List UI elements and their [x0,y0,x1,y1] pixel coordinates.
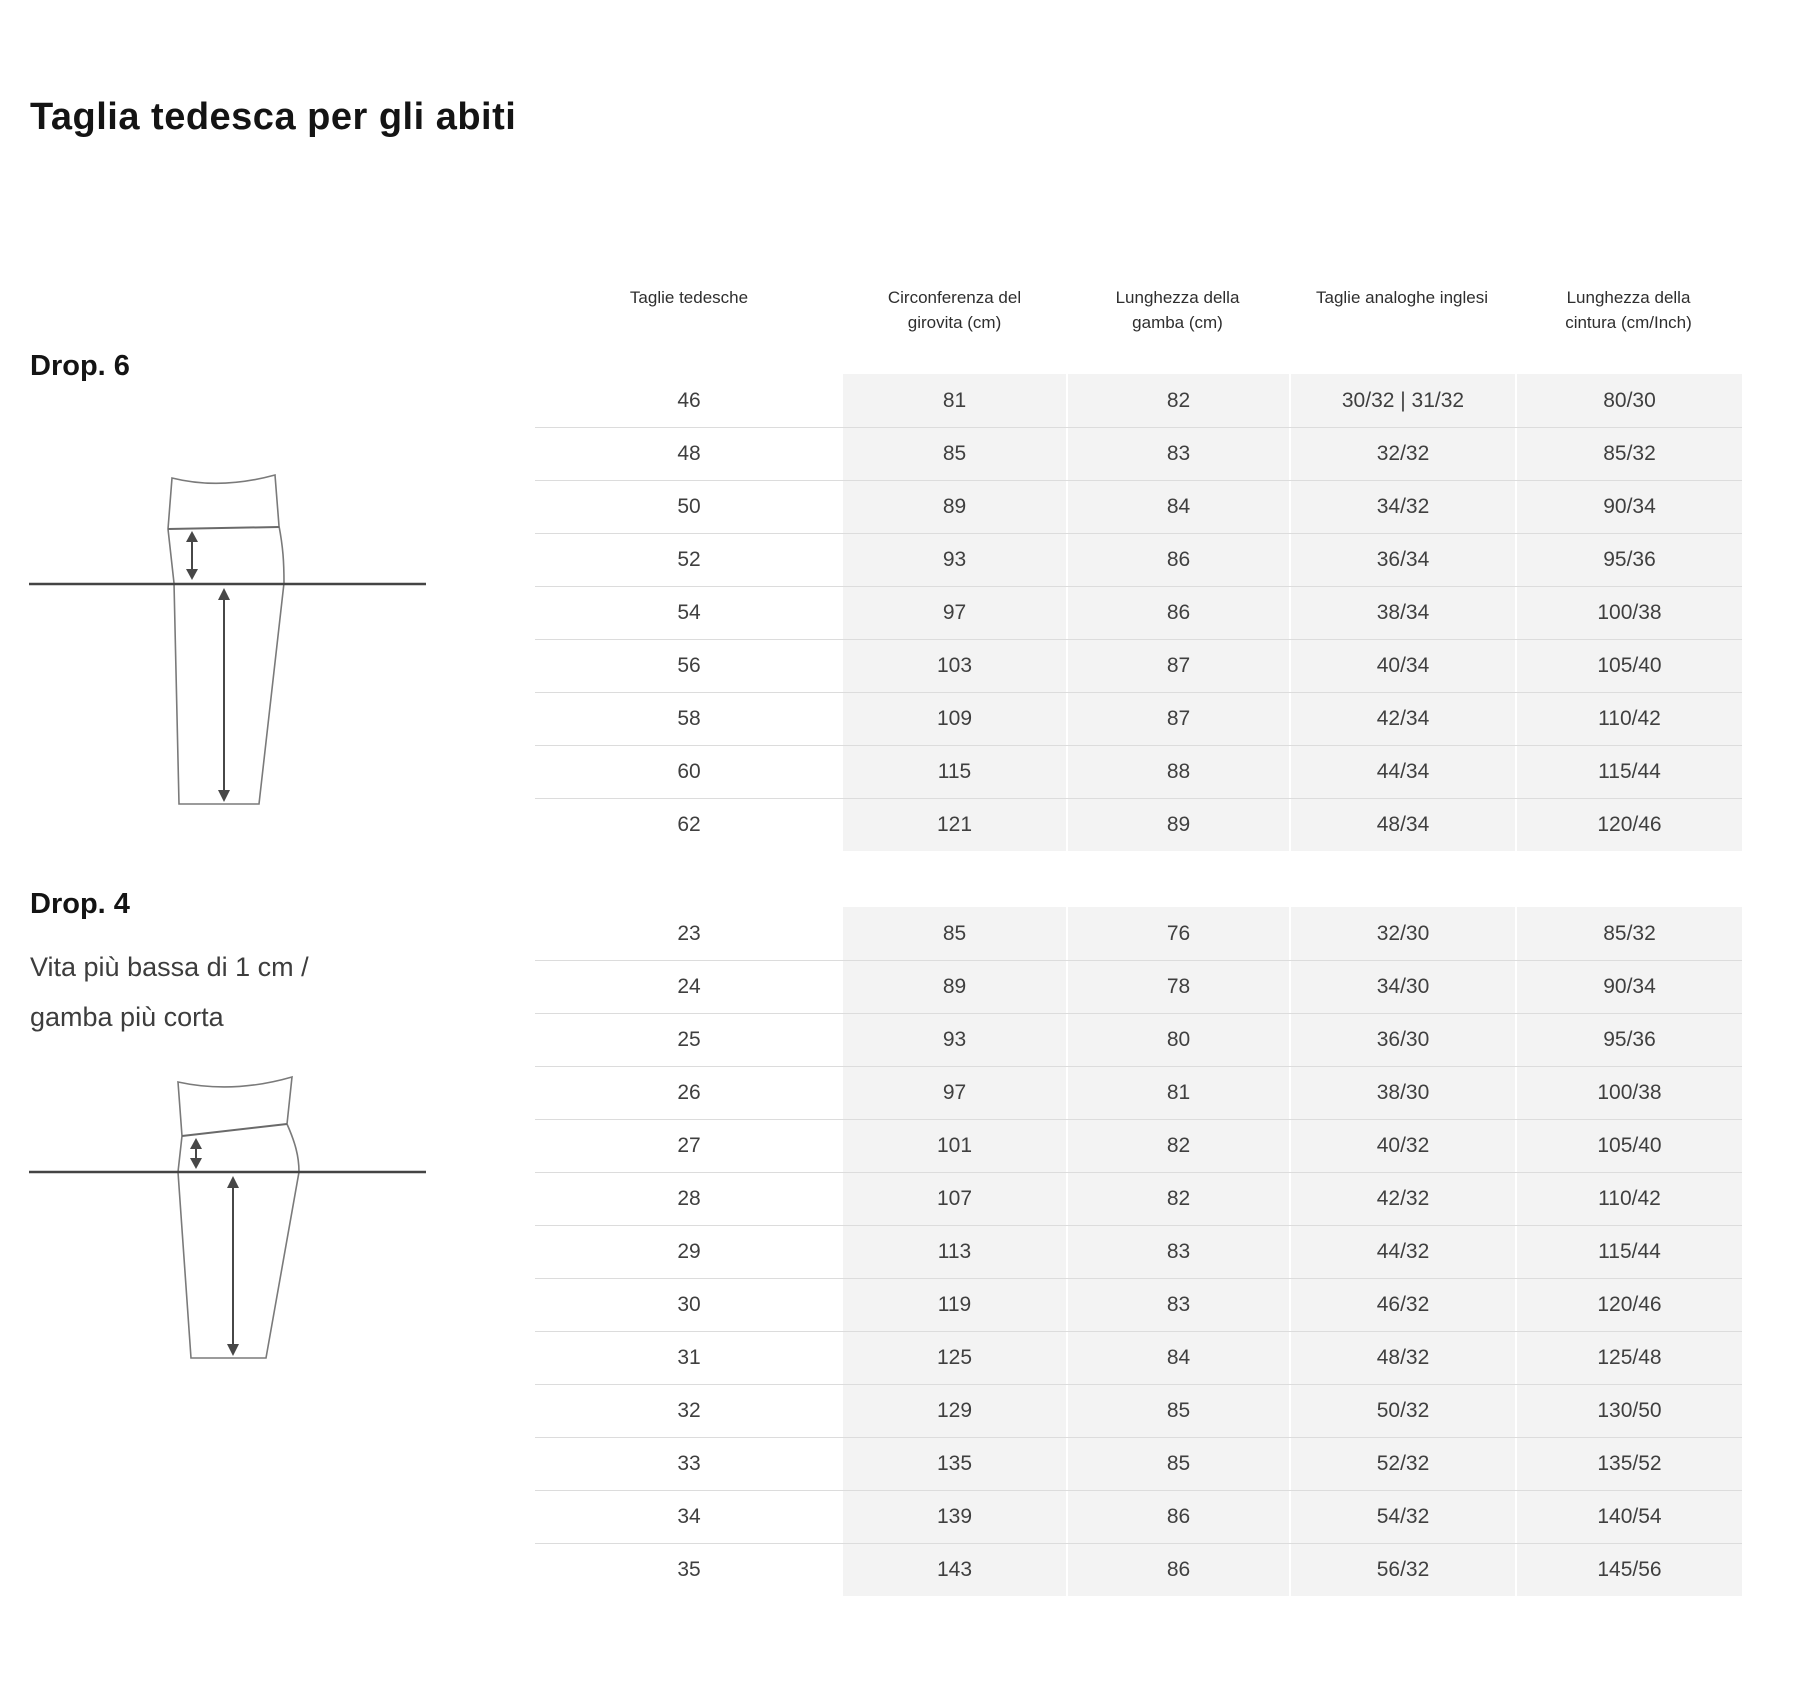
header-taglie-tedesche: Taglie tedesche [629,288,749,307]
drop4-table-body [535,907,1742,1596]
table-cell: 32/32 [1289,428,1515,480]
table-cell: 113 [843,1226,1066,1278]
table-cell: 54/32 [1289,1491,1515,1543]
drop6-label: Drop. 6 [30,350,130,382]
table-cell: 115/44 [1515,1226,1742,1278]
table-cell: 25 [677,1028,701,1051]
table-cell: 52 [677,548,701,571]
header-circonferenza-girovita: Circonferenza del girovita (cm) [887,288,1022,332]
table-cell: 86 [1066,587,1289,639]
table-cell: 40/32 [1289,1120,1515,1172]
table-cell: 125/48 [1515,1332,1742,1384]
table-cell: 50/32 [1289,1385,1515,1437]
table-cell: 81 [843,374,1066,427]
table-cell: 82 [1066,374,1289,427]
table-cell: 105/40 [1515,640,1742,692]
table-cell: 139 [843,1491,1066,1543]
table-row [535,907,1742,960]
table-cell: 46/32 [1289,1279,1515,1331]
table-cell: 88 [1066,746,1289,798]
table-cell: 143 [843,1544,1066,1596]
table-row [535,1331,1742,1384]
table-cell: 58 [677,707,701,730]
table-cell: 36/34 [1289,534,1515,586]
table-cell: 135 [843,1438,1066,1490]
table-cell: 42/32 [1289,1173,1515,1225]
table-row [535,1278,1742,1331]
table-cell: 120/46 [1515,799,1742,851]
table-cell: 85/32 [1515,428,1742,480]
table-cell: 115 [843,746,1066,798]
table-row [535,1013,1742,1066]
table-cell: 93 [843,1014,1066,1066]
table-cell: 87 [1066,693,1289,745]
table-cell: 28 [677,1187,701,1210]
table-row [535,1543,1742,1596]
table-cell: 86 [1066,1544,1289,1596]
table-cell: 95/36 [1515,1014,1742,1066]
table-cell: 38/34 [1289,587,1515,639]
drop4-note [30,942,309,1042]
table-cell: 80/30 [1515,374,1742,427]
table-cell: 33 [677,1452,701,1475]
table-row [535,692,1742,745]
table-cell: 119 [843,1279,1066,1331]
table-cell: 100/38 [1515,587,1742,639]
table-cell: 56 [677,654,701,677]
table-cell: 140/54 [1515,1491,1742,1543]
table-cell: 120/46 [1515,1279,1742,1331]
table-cell: 40/34 [1289,640,1515,692]
table-cell: 110/42 [1515,1173,1742,1225]
table-cell: 95/36 [1515,534,1742,586]
table-cell: 78 [1066,961,1289,1013]
table-cell: 38/30 [1289,1067,1515,1119]
table-cell: 30/32 | 31/32 [1289,374,1515,427]
table-cell: 101 [843,1120,1066,1172]
table-cell: 30 [677,1293,701,1316]
table-cell: 85 [843,907,1066,960]
table-cell: 89 [843,961,1066,1013]
table-cell: 103 [843,640,1066,692]
table-cell: 130/50 [1515,1385,1742,1437]
table-cell: 85 [1066,1438,1289,1490]
table-cell: 100/38 [1515,1067,1742,1119]
table-cell: 121 [843,799,1066,851]
table-cell: 60 [677,760,701,783]
table-cell: 76 [1066,907,1289,960]
header-taglie-analoghe-inglesi: Taglie analoghe inglesi [1315,288,1489,307]
table-cell: 32 [677,1399,701,1422]
table-cell: 34 [677,1505,701,1528]
table-cell: 107 [843,1173,1066,1225]
table-row [535,480,1742,533]
table-cell: 129 [843,1385,1066,1437]
table-row [535,533,1742,586]
table-cell: 42/34 [1289,693,1515,745]
table-cell: 83 [1066,428,1289,480]
table-cell: 54 [677,601,701,624]
table-cell: 110/42 [1515,693,1742,745]
table-cell: 27 [677,1134,701,1157]
table-cell: 48/32 [1289,1332,1515,1384]
table-cell: 90/34 [1515,961,1742,1013]
table-cell: 90/34 [1515,481,1742,533]
table-cell: 84 [1066,481,1289,533]
table-row [535,427,1742,480]
table-cell: 48/34 [1289,799,1515,851]
table-cell: 44/32 [1289,1226,1515,1278]
table-cell: 85 [843,428,1066,480]
drop4-trouser-diagram-icon [28,1070,428,1370]
drop6-table-body [535,374,1742,851]
table-cell: 82 [1066,1120,1289,1172]
table-cell: 84 [1066,1332,1289,1384]
table-cell: 82 [1066,1173,1289,1225]
table-cell: 34/32 [1289,481,1515,533]
table-row [535,1066,1742,1119]
header-lunghezza-cintura: Lunghezza della cintura (cm/Inch) [1565,288,1692,332]
table-row [535,960,1742,1013]
table-cell: 135/52 [1515,1438,1742,1490]
table-cell: 31 [677,1346,701,1369]
table-row [535,1119,1742,1172]
table-cell: 83 [1066,1226,1289,1278]
table-cell: 97 [843,1067,1066,1119]
table-cell: 85 [1066,1385,1289,1437]
table-row [535,745,1742,798]
table-row [535,1225,1742,1278]
page-title: Taglia tedesca per gli abiti [30,96,517,138]
table-cell: 35 [677,1558,701,1581]
table-cell: 32/30 [1289,907,1515,960]
table-row [535,1172,1742,1225]
table-cell: 86 [1066,1491,1289,1543]
table-cell: 86 [1066,534,1289,586]
drop6-trouser-diagram-icon [28,452,428,812]
table-cell: 105/40 [1515,1120,1742,1172]
table-row [535,374,1742,427]
header-lunghezza-gamba: Lunghezza della gamba (cm) [1115,288,1240,332]
table-header-row [535,285,1742,343]
size-table [535,285,1742,1596]
table-cell: 80 [1066,1014,1289,1066]
table-cell: 50 [677,495,701,518]
table-cell: 109 [843,693,1066,745]
table-cell: 24 [677,975,701,998]
drop4-note-line1: Vita più bassa di 1 cm / [30,952,309,982]
table-cell: 89 [1066,799,1289,851]
table-cell: 48 [677,442,701,465]
table-row [535,639,1742,692]
table-cell: 89 [843,481,1066,533]
table-cell: 85/32 [1515,907,1742,960]
table-row [535,1490,1742,1543]
table-cell: 83 [1066,1279,1289,1331]
table-cell: 87 [1066,640,1289,692]
table-cell: 81 [1066,1067,1289,1119]
table-cell: 46 [677,388,701,412]
table-cell: 97 [843,587,1066,639]
table-row [535,586,1742,639]
table-cell: 26 [677,1081,701,1104]
table-cell: 52/32 [1289,1438,1515,1490]
table-cell: 56/32 [1289,1544,1515,1596]
table-cell: 62 [677,813,701,836]
table-cell: 34/30 [1289,961,1515,1013]
table-cell: 23 [677,921,701,945]
table-cell: 115/44 [1515,746,1742,798]
table-row [535,1437,1742,1490]
table-cell: 93 [843,534,1066,586]
table-row [535,1384,1742,1437]
table-row [535,798,1742,851]
drop4-note-line2: gamba più corta [30,1002,224,1032]
table-cell: 29 [677,1240,701,1263]
table-cell: 44/34 [1289,746,1515,798]
table-cell: 145/56 [1515,1544,1742,1596]
table-cell: 36/30 [1289,1014,1515,1066]
table-cell: 125 [843,1332,1066,1384]
drop4-label: Drop. 4 [30,888,130,920]
